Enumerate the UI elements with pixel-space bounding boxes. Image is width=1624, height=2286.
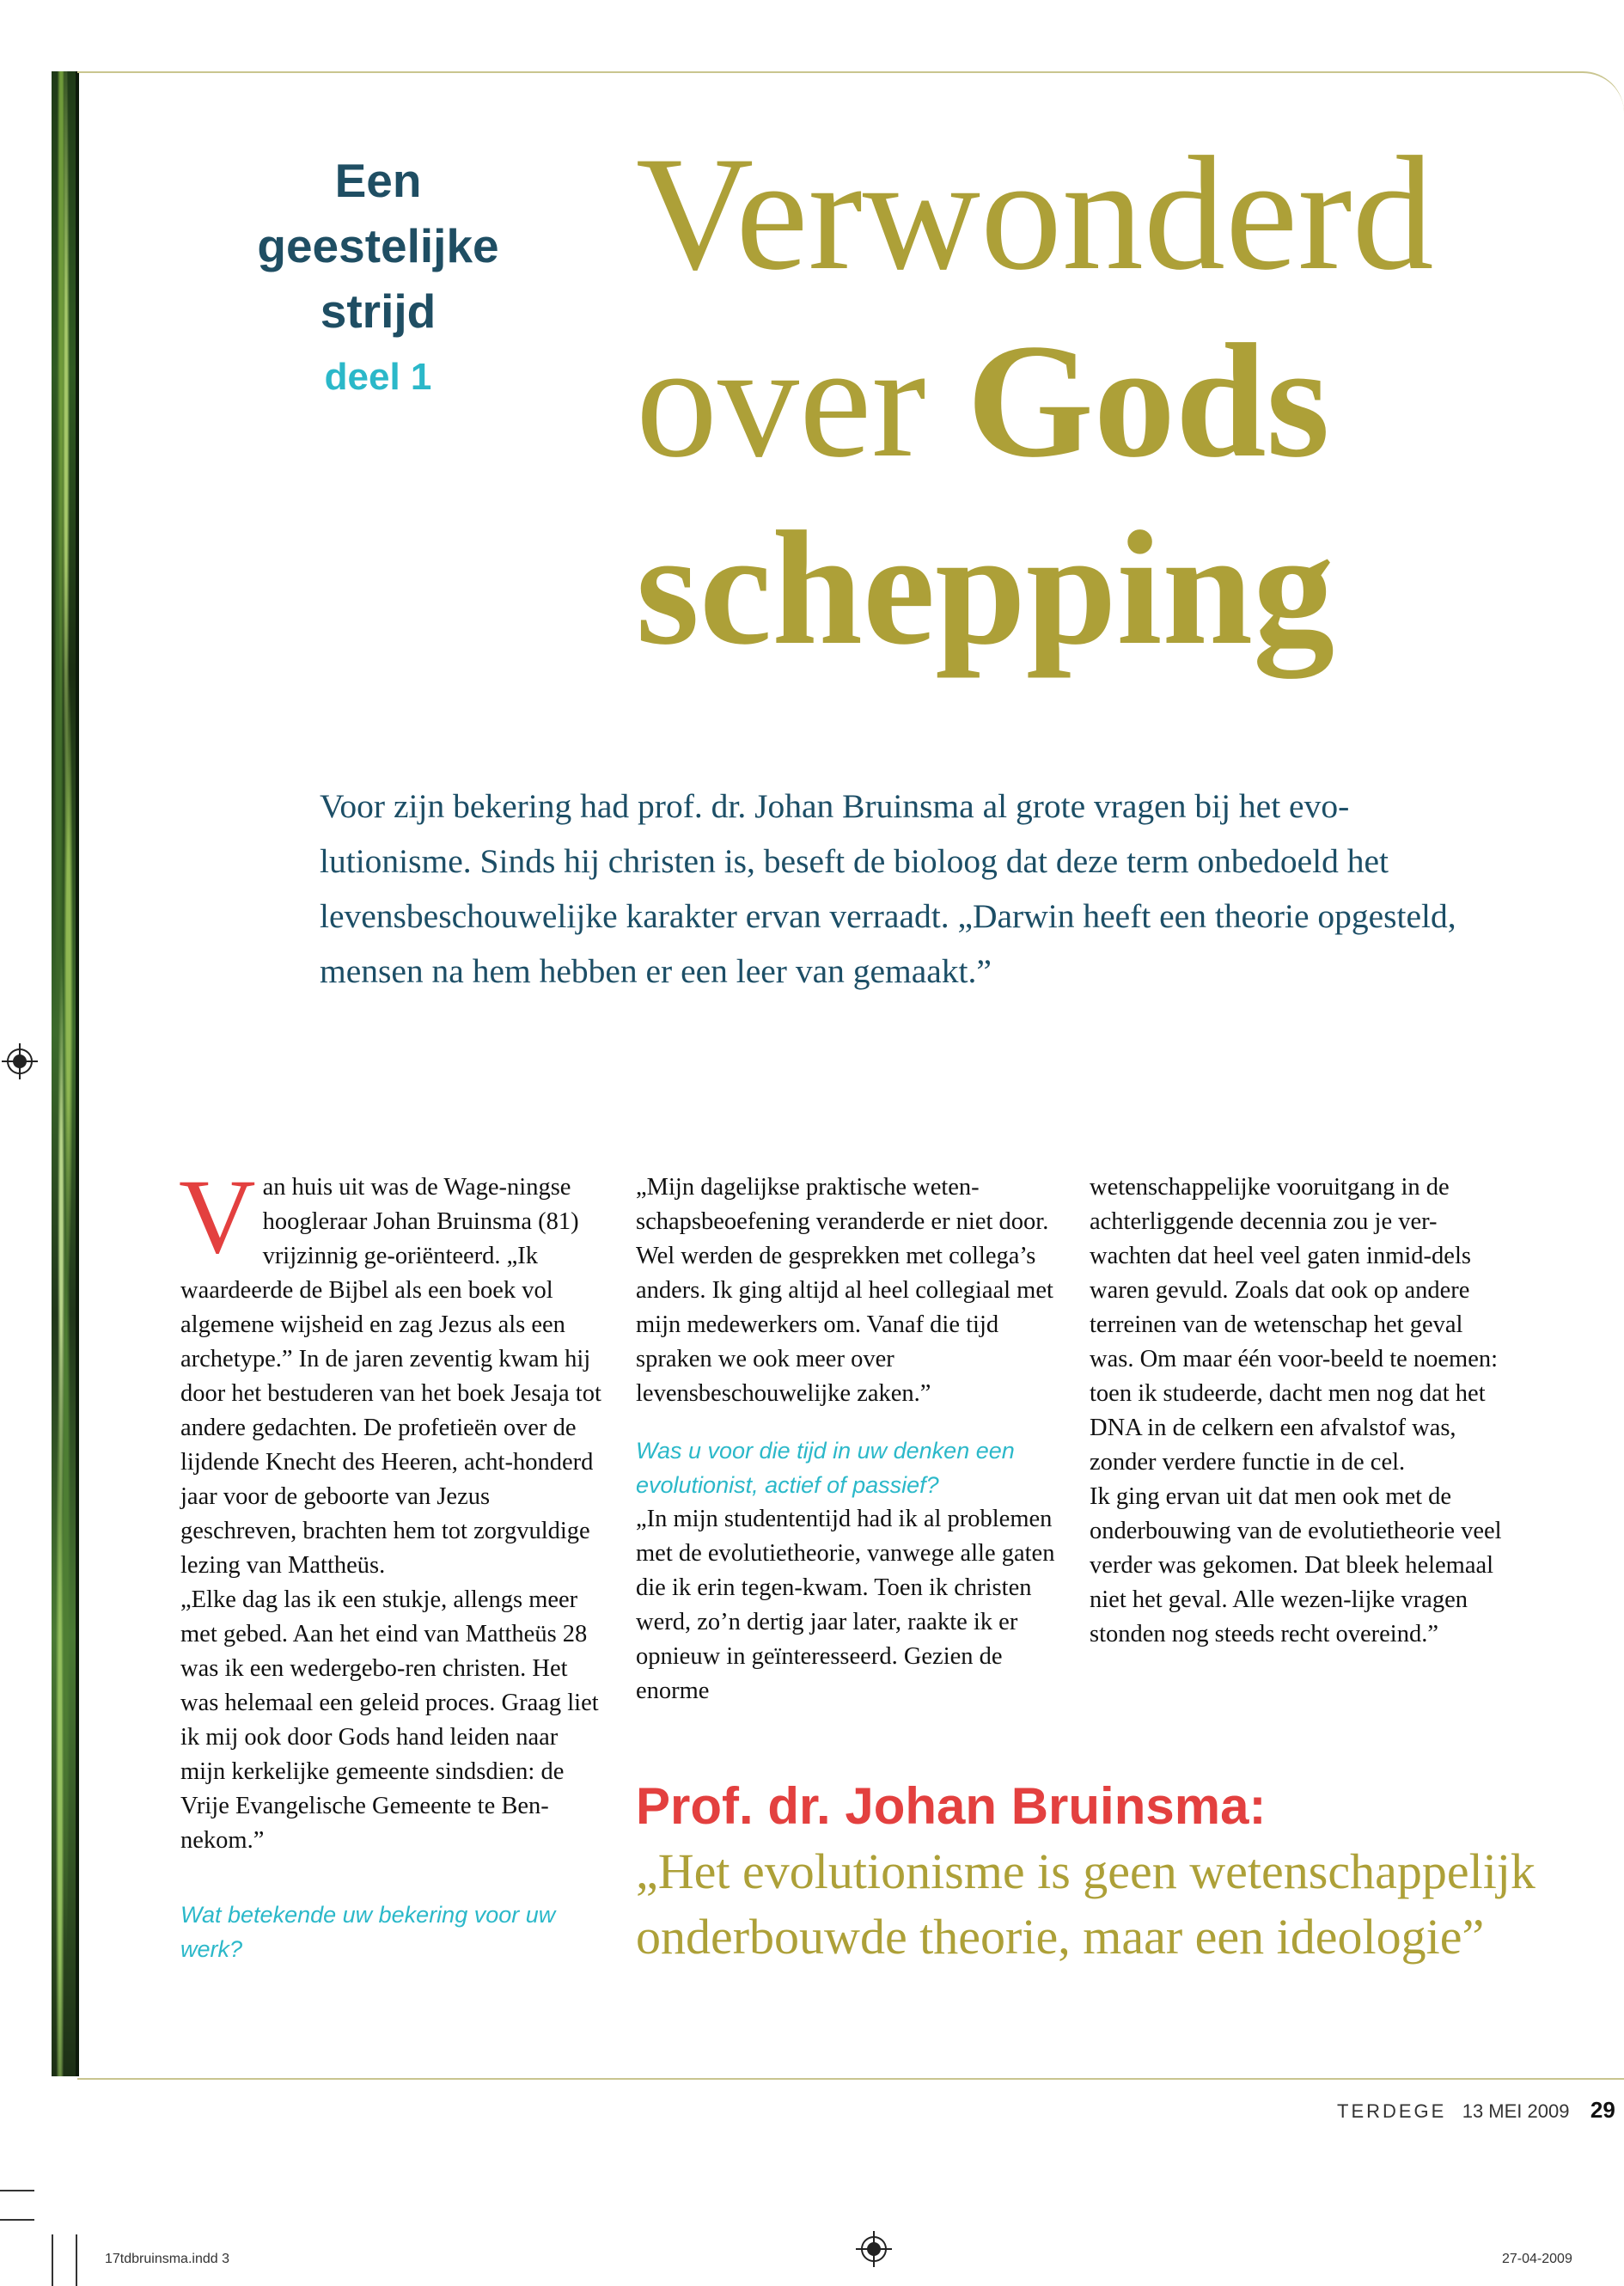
pullquote-name: Prof. dr. Johan Bruinsma: — [636, 1777, 1267, 1835]
paragraph: „In mijn studententijd had ik al problemen met de evolutietheorie, vanwege alle gaten die ik erin tegen-kwam. Toen ik christen werd, zo’n dertig jaar later, raakte ik er opnieuw in geïnteresseerd. Gezien de enorme — [636, 1506, 1055, 1704]
registration-mark-icon — [7, 1048, 33, 1074]
series-line-2: geestelijke — [257, 219, 499, 272]
paragraph: „Elke dag las ik een stukje, allengs meer met gebed. Aan het eind van Mattheüs 28 was ik een wedergebo-ren christen. Het was helemaal een geleid proces. Graag liet ik mij ook door Gods hand leiden naar mijn kerkelijke gemeente sindsdien: de Vrije Evangelische Gemeente te Ben-nekom.” — [180, 1586, 599, 1854]
title-line-2-regular: over — [636, 311, 968, 492]
article-column-2 — [636, 1171, 1057, 1708]
series-label — [232, 148, 524, 411]
slug-filename: 17tdbruinsma.indd 3 — [105, 2252, 229, 2266]
crop-mark — [0, 2190, 34, 2191]
title-line-2 — [636, 308, 1581, 495]
drop-cap: V — [179, 1158, 256, 1275]
paragraph-text: an huis uit was de Wage-ningse hoogleraar Johan Bruinsma (81) vrijzinnig ge-oriënteerd. „Ik waardeerde de Bijbel als een boek vol algemene wijsheid en zag Jezus als een archetype.” In de jaren zeventig kwam hij door het bestuderen van het boek Jesaja tot andere gedachten. De profetieën over de lijdende Knecht des Heeren, acht-honderd jaar voor de geboorte van Jezus geschreven, brachten hem tot zorgvuldige lezing van Mattheüs. — [180, 1174, 601, 1579]
interview-question: Was u voor die tijd in uw denken een evolutionist, actief of passief? — [636, 1438, 1015, 1498]
title-line-2-bold: Gods — [967, 311, 1330, 492]
paragraph: wetenschappelijke vooruitgang in de achterliggende decennia zou je ver-wachten dat heel veel gaten inmid-dels waren gevuld. Zoals dat ook op andere terreinen van de wetenschap het geval was. Om maar één voor-beeld te noemen: toen ik studeerde, dacht men nog dat het DNA in de celkern een afvalstof was, zonder verdere functie in de cel. — [1090, 1174, 1499, 1476]
series-part: deel 1 — [324, 356, 432, 398]
issue-date: 13 MEI 2009 — [1462, 2100, 1570, 2122]
title-line-1: Verwonderd — [636, 124, 1434, 304]
series-line-3: strijd — [320, 284, 437, 338]
paragraph — [179, 1158, 601, 1583]
interview-question: Wat betekende uw bekering voor uw werk? — [180, 1902, 556, 1962]
series-line-1: Een — [334, 154, 422, 207]
page-title — [636, 120, 1581, 682]
article-column-1 — [179, 1158, 601, 1966]
photo-strip — [52, 71, 76, 2076]
paragraph: „Mijn dagelijkse praktische weten-schapsbeoefening veranderde er niet door. Wel werden de gesprekken met collega’s anders. Ik ging altijd al heel collegiaal met mijn medewerkers om. Vanaf die tijd spraken we ook meer over levensbeschouwelijke zaken.” — [636, 1174, 1053, 1407]
title-line-3: schepping — [636, 498, 1335, 679]
slug-date: 27-04-2009 — [1502, 2252, 1572, 2266]
registration-mark-icon — [861, 2236, 887, 2262]
folio — [1337, 2097, 1615, 2124]
page-number: 29 — [1590, 2097, 1615, 2123]
lead-paragraph: Voor zijn bekering had prof. dr. Johan Bruinsma al grote vragen bij het evo-lutionisme. Sinds hij christen is, beseft de bioloog dat deze term onbedoeld het levensbeschouwelijke karakter ervan verraadt. „Darwin heeft een theorie opgesteld, mensen na hem hebben er een leer van gemaakt.” — [320, 787, 1456, 990]
magazine-name: TERDEGE — [1337, 2100, 1447, 2122]
crop-mark — [52, 2234, 53, 2286]
paragraph: Ik ging ervan uit dat men ook met de onderbouwing van de evolutietheorie veel verder was gekomen. Dat bleek helemaal niet het geval. Alle wezen-lijke vragen stonden nog steeds recht overeind.” — [1090, 1483, 1502, 1647]
pullquote-text: „Het evolutionisme is geen wetenschappelijk onderbouwde theorie, maar een ideologie” — [636, 1843, 1535, 1965]
crop-mark — [0, 2219, 34, 2221]
article-column-3 — [1090, 1171, 1511, 1652]
crop-mark — [76, 2234, 77, 2286]
